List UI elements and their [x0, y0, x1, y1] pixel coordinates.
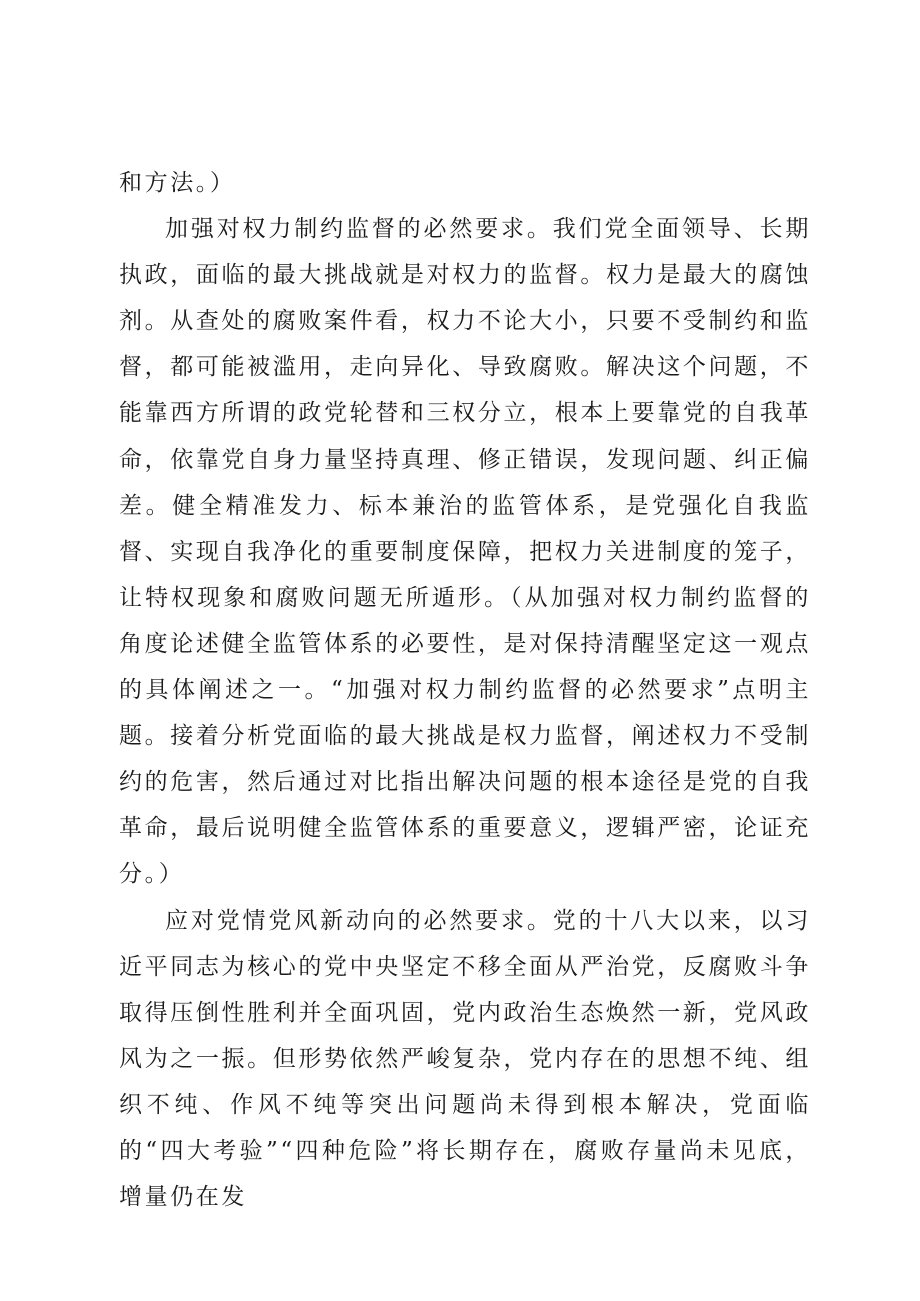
document-body	[119, 160, 811, 1220]
paragraph-power-supervision: 加强对权力制约监督的必然要求。我们党全面领导、长期执政，面临的最大挑战就是对权力的监督。权力是最大的腐蚀剂。从查处的腐败案件看，权力不论大小，只要不受制约和监督，都可能被滥用，走向异化、导致腐败。解决这个问题，不能靠西方所谓的政党轮替和三权分立，根本上要靠党的自我革命，依靠党自身力量坚持真理、修正错误，发现问题、纠正偏差。健全精准发力、标本兼治的监管体系，是党强化自我监督、实现自我净化的重要制度保障，把权力关进制度的笼子，让特权现象和腐败问题无所遁形。（从加强对权力制约监督的角度论述健全监管体系的必要性，是对保持清醒坚定这一观点的具体阐述之一。“加强对权力制约监督的必然要求”点明主题。接着分析党面临的最大挑战是权力监督，阐述权力不受制约的危害，然后通过对比指出解决问题的根本途径是党的自我革命，最后说明健全监管体系的重要意义，逻辑严密，论证充分。）	[119, 216, 811, 888]
paragraph-continuation: 和方法。）	[119, 170, 236, 196]
paragraph-party-conduct: 应对党情党风新动向的必然要求。党的十八大以来，以习近平同志为核心的党中央坚定不移全面从严治党，反腐败斗争取得压倒性胜利并全面巩固，党内政治生态焕然一新，党风政风为之一振。但形势依然严峻复杂，党内存在的思想不纯、组织不纯、作风不纯等突出问题尚未得到根本解决，党面临的“四大考验”“四种危险”将长期存在，腐败存量尚未见底，增量仍在发	[119, 907, 811, 1211]
